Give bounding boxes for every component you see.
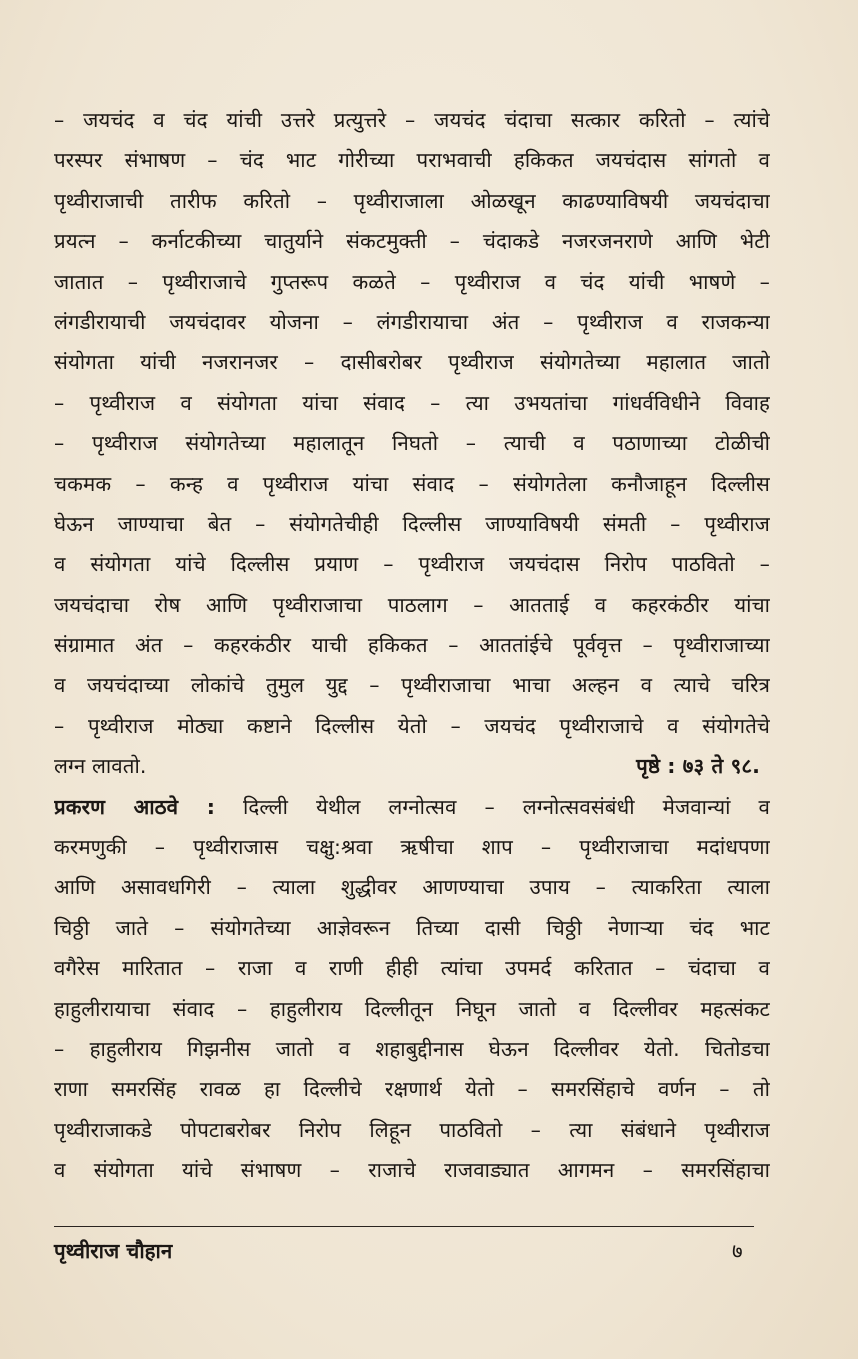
text-line: पृथ्वीराजाकडे पोपटाबरोबर निरोप लिहून पाठवितो – त्या संबंधाने पृथ्वीराज (54, 1117, 770, 1142)
text-line: व जयचंदाच्या लोकांचे तुमुल युद्द – पृथ्वीराजाचा भाचा अल्हन व त्याचे चरित्र (54, 673, 770, 698)
text-line: चकमक – कन्ह व पृथ्वीराज यांचा संवाद – संयोगतेला कनौजाहून दिल्लीस (54, 471, 770, 496)
text-line: वगैरेस मारितात – राजा व राणी हीही त्यांचा उपमर्द करितात – चंदाचा व (54, 956, 770, 981)
body-text (54, 100, 770, 1191)
text-line: जयचंदाचा रोष आणि पृथ्वीराजाचा पाठलाग – आतताई व कहरकंठीर यांचा (54, 592, 770, 617)
last-line-text: लग्न लावतो. (54, 754, 147, 779)
chapter-heading: प्रकरण आठवे : (54, 794, 216, 819)
text-line: संग्रामात अंत – कहरकंठीर याची हकिकत – आततांईचे पूर्ववृत्त – पृथ्वीराजाच्या (54, 633, 770, 658)
text-line: – पृथ्वीराज व संयोगता यांचा संवाद – त्या उभयतांचा गांधर्वविधीने विवाह (54, 390, 770, 415)
footer-divider (54, 1226, 754, 1227)
text-line: – हाहुलीराय गिझनीस जातो व शहाबुद्दीनास घेऊन दिल्लीवर येतो. चितोडचा (54, 1036, 770, 1061)
chapter-first-line-text: दिल्ली येथील लग्नोत्सव – लग्नोत्सवसंबंधी मेजवान्यां व (215, 794, 770, 819)
pages-reference: पृष्ठे : ७३ ते ९८. (636, 754, 760, 779)
text-line: व संयोगता यांचे दिल्लीस प्रयाण – पृथ्वीराज जयचंदास निरोप पाठवितो – (54, 552, 770, 577)
text-line: राणा समरसिंह रावळ हा दिल्लीचे रक्षणार्थ येतो – समरसिंहाचे वर्णन – तो (54, 1077, 770, 1102)
text-line: – पृथ्वीराज मोठ्या कष्टाने दिल्लीस येतो – जयचंद पृथ्वीराजाचे व संयोगतेचे (54, 713, 770, 738)
text-line: परस्पर संभाषण – चंद भाट गोरीच्या पराभवाची हकिकत जयचंदास सांगतो व (54, 148, 770, 173)
text-line: आणि असावधगिरी – त्याला शुद्धीवर आणण्याचा उपाय – त्याकरिता त्याला (54, 875, 770, 900)
text-line: संयोगता यांची नजरानजर – दासीबरोबर पृथ्वीराज संयोगतेच्या महालात जातो (54, 350, 770, 375)
text-line: लंगडीरायाची जयचंदावर योजना – लंगडीरायाचा अंत – पृथ्वीराज व राजकन्या (54, 309, 770, 334)
paragraph-end-line (54, 746, 770, 786)
text-line: पृथ्वीराजाची तारीफ करितो – पृथ्वीराजाला ओळखून काढण्याविषयी जयचंदाचा (54, 188, 770, 213)
text-line: चिठ्ठी जाते – संयोगतेच्या आज्ञेवरून तिच्या दासी चिठ्ठी नेणाऱ्या चंद भाट (54, 915, 770, 940)
footer-page-number: ७ (732, 1239, 743, 1263)
text-line: घेऊन जाण्याचा बेत – संयोगतेचीही दिल्लीस जाण्याविषयी संमती – पृथ्वीराज (54, 511, 770, 536)
chapter-first-line (54, 787, 770, 827)
text-line: हाहुलीरायाचा संवाद – हाहुलीराय दिल्लीतून निघून जातो व दिल्लीवर महत्संकट (54, 996, 770, 1021)
text-line: प्रयत्न – कर्नाटकीच्या चातुर्याने संकटमुक्ती – चंदाकडे नजरजनराणे आणि भेटी (54, 229, 770, 254)
footer-book-title: पृथ्वीराज चौहान (54, 1239, 173, 1263)
text-line: – जयचंद व चंद यांची उत्तरे प्रत्युत्तरे – जयचंद चंदाचा सत्कार करितो – त्यांचे (54, 108, 770, 132)
text-line: जातात – पृथ्वीराजाचे गुप्तरूप कळते – पृथ्वीराज व चंद यांची भाषणे – (54, 269, 770, 294)
text-line: – पृथ्वीराज संयोगतेच्या महालातून निघतो – त्याची व पठाणाच्या टोळीची (54, 431, 770, 456)
text-line: करमणुकी – पृथ्वीराजास चक्षु:श्रवा ऋषीचा शाप – पृथ्वीराजाचा मदांधपणा (54, 835, 770, 860)
text-line: व संयोगता यांचे संभाषण – राजाचे राजवाड्यात आगमन – समरसिंहाचा (54, 1158, 770, 1183)
